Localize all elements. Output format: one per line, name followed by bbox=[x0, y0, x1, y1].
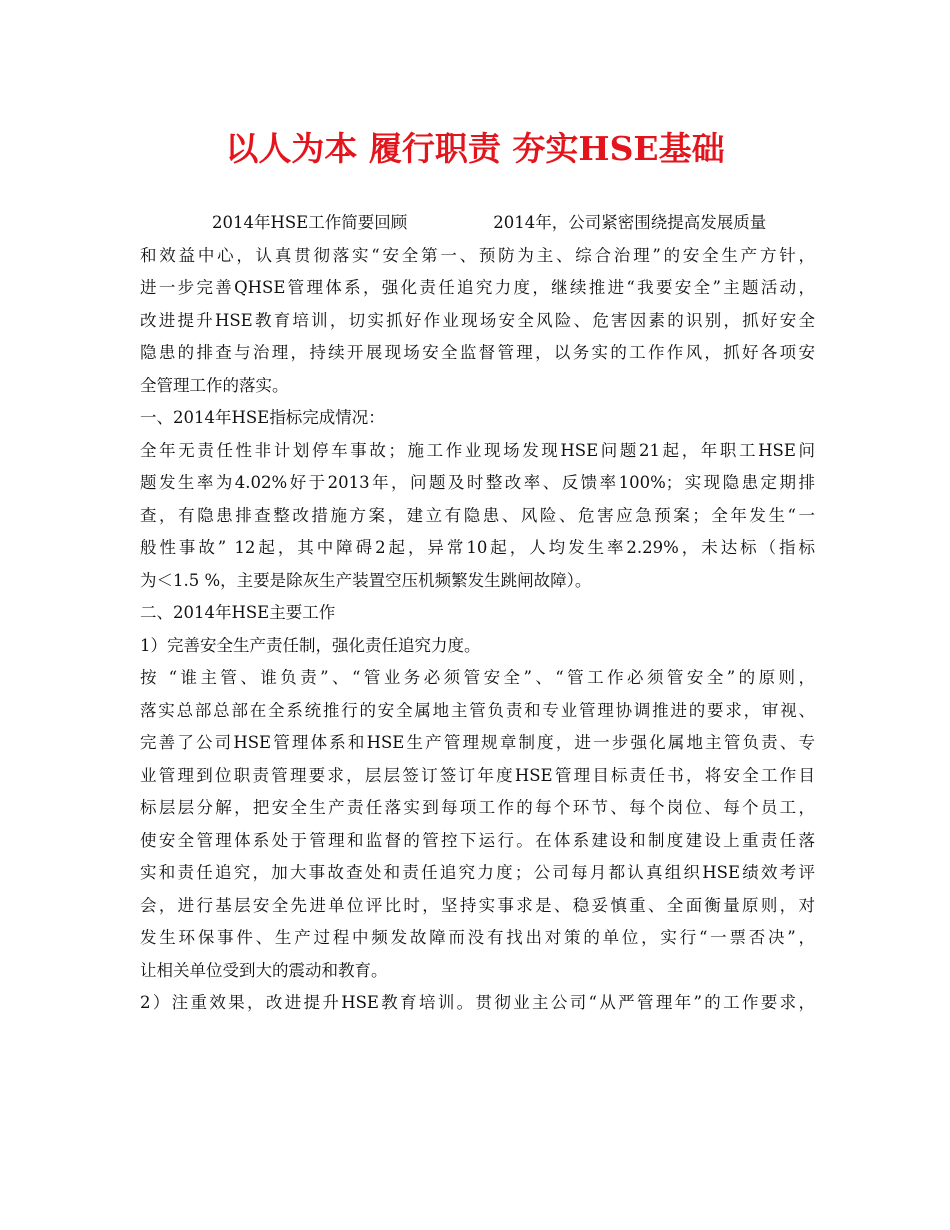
paragraph-line: 发生环保事件、生产过程中频发故障而没有找出对策的单位，实行“一票否决”， bbox=[140, 928, 815, 947]
intro-first-line bbox=[140, 207, 815, 240]
paragraph-line: 进一步完善QHSE管理体系，强化责任追究力度，继续推进“我要安全”主题活动， bbox=[140, 278, 815, 297]
paragraph-line: 隐患的排查与治理，持续开展现场安全监督管理，以务实的工作作风，抓好各项安 bbox=[140, 343, 815, 362]
subsection-heading: 2）注重效果，改进提升HSE教育培训。贯彻业主公司“从严管理年”的工作要求， bbox=[140, 993, 815, 1012]
paragraph-line: 让相关单位受到大的震动和教育。 bbox=[140, 960, 388, 980]
intro-first-line-rest: 2014年，公司紧密围绕提高发展质量 bbox=[493, 213, 767, 232]
document-title: 以人为本 履行职责 夯实HSE基础 bbox=[225, 129, 725, 168]
paragraph-line: 落实总部总部在全系统推行的安全属地主管负责和专业管理协调推进的要求，审视、 bbox=[140, 700, 815, 720]
section-heading: 一、2014年HSE指标完成情况： bbox=[140, 408, 385, 427]
paragraph-line: 为＜1.5 %，主要是除灰生产装置空压机频繁发生跳闸故障）。 bbox=[140, 570, 592, 590]
paragraph-line: 全年无责任性非计划停车事故；施工作业现场发现HSE问题21起，年职工HSE问 bbox=[140, 440, 815, 460]
paragraph-line: 业管理到位职责管理要求，层层签订签订年度HSE管理目标责任书，将安全工作目 bbox=[140, 765, 815, 785]
section-heading: 二、2014年HSE主要工作 bbox=[140, 603, 336, 622]
paragraph-line: 会，进行基层安全先进单位评比时，坚持实事求是、稳妥慎重、全面衡量原则，对 bbox=[140, 895, 815, 915]
paragraph-line: 题发生率为4.02%好于2013年，问题及时整改率、反馈率100%；实现隐患定期排 bbox=[140, 473, 815, 492]
subsection-heading: 1）完善安全生产责任制，强化责任追究力度。 bbox=[140, 635, 481, 655]
paragraph-line: 改进提升HSE教育培训，切实抓好作业现场安全风险、危害因素的识别，抓好安全 bbox=[140, 310, 815, 330]
paragraph-line: 完善了公司HSE管理体系和HSE生产管理规章制度，进一步强化属地主管负责、专 bbox=[140, 733, 815, 752]
paragraph-line: 查，有隐患排查整改措施方案，建立有隐患、风险、危害应急预案；全年发生“一 bbox=[140, 505, 815, 525]
paragraph-line: 般性事故” 12起，其中障碍2起，异常10起，人均发生率2.29%，未达标（指标 bbox=[140, 538, 815, 557]
document-body bbox=[140, 207, 815, 1020]
intro-heading: 2014年HSE工作简要回顾 bbox=[212, 213, 408, 232]
paragraph-line: 实和责任追究，加大事故查处和责任追究力度；公司每月都认真组织HSE绩效考评 bbox=[140, 863, 815, 882]
paragraph-line: 标层层分解，把安全生产责任落实到每项工作的每个环节、每个岗位、每个员工， bbox=[140, 798, 815, 817]
paragraph-line: 使安全管理体系处于管理和监督的管控下运行。在体系建设和制度建设上重责任落 bbox=[140, 830, 815, 850]
paragraph-line: 按 “谁主管、谁负责”、“管业务必须管安全”、“管工作必须管安全”的原则， bbox=[140, 668, 815, 687]
paragraph-line: 全管理工作的落实。 bbox=[140, 375, 289, 395]
paragraph-line: 和效益中心，认真贯彻落实“安全第一、预防为主、综合治理”的安全生产方针， bbox=[140, 245, 815, 265]
